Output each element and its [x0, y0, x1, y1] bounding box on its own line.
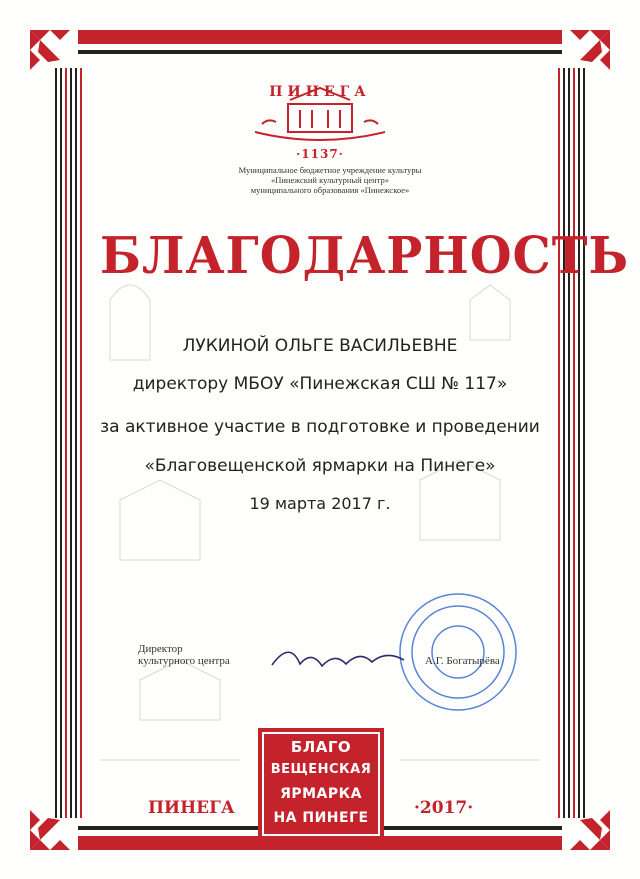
institution-line: «Пинежский культурный центр»	[270, 175, 389, 185]
event-name: «Благовещенской ярмарки на Пинеге»	[144, 456, 496, 476]
recipient-name: ЛУКИНОЙ ОЛЬГЕ ВАСИЛЬЕВНЕ	[182, 336, 458, 356]
recipient-position: директору МБОУ «Пинежская СШ № 117»	[132, 374, 508, 394]
footer-brand-left: ПИНЕГА	[148, 798, 235, 818]
right-stripes	[559, 68, 584, 818]
top-red-band	[78, 30, 562, 44]
award-date: 19 марта 2017 г.	[249, 494, 391, 513]
logo-year: ·1137·	[296, 147, 344, 161]
left-stripes	[56, 68, 81, 818]
institution-line: муниципального образования «Пинежское»	[250, 185, 410, 195]
corner-ornament-bottom-left	[30, 810, 70, 850]
fair-logo-line: ЯРМАРКА	[280, 786, 362, 802]
corner-ornament-top-right	[570, 30, 610, 70]
institution-block	[210, 165, 450, 195]
footer-brand-right: ·2017·	[414, 798, 474, 818]
signatory-position: Директор культурного центра	[138, 643, 230, 667]
fair-logo-line: НА ПИНЕГЕ	[273, 810, 369, 826]
corner-ornament-bottom-right	[570, 810, 610, 850]
signature-icon	[272, 652, 404, 666]
document-title: БЛАГОДАРНОСТЬ	[100, 226, 630, 286]
fair-logo	[258, 728, 384, 840]
fair-logo-line: ВЕЩЕНСКАЯ	[270, 762, 372, 777]
logo-name: ПИНЕГА	[269, 84, 371, 100]
official-stamp	[400, 594, 516, 710]
corner-ornament-top-left	[30, 30, 70, 70]
signatory-name: А.Г. Богатырёва	[425, 655, 500, 667]
reason-text: за активное участие в подготовке и проведении	[100, 417, 540, 437]
top-black-band	[78, 50, 562, 54]
fair-logo-line: БЛАГО	[290, 738, 352, 756]
background-sketch	[100, 285, 540, 760]
institution-line: Муниципальное бюджетное учреждение культуры	[238, 165, 422, 175]
